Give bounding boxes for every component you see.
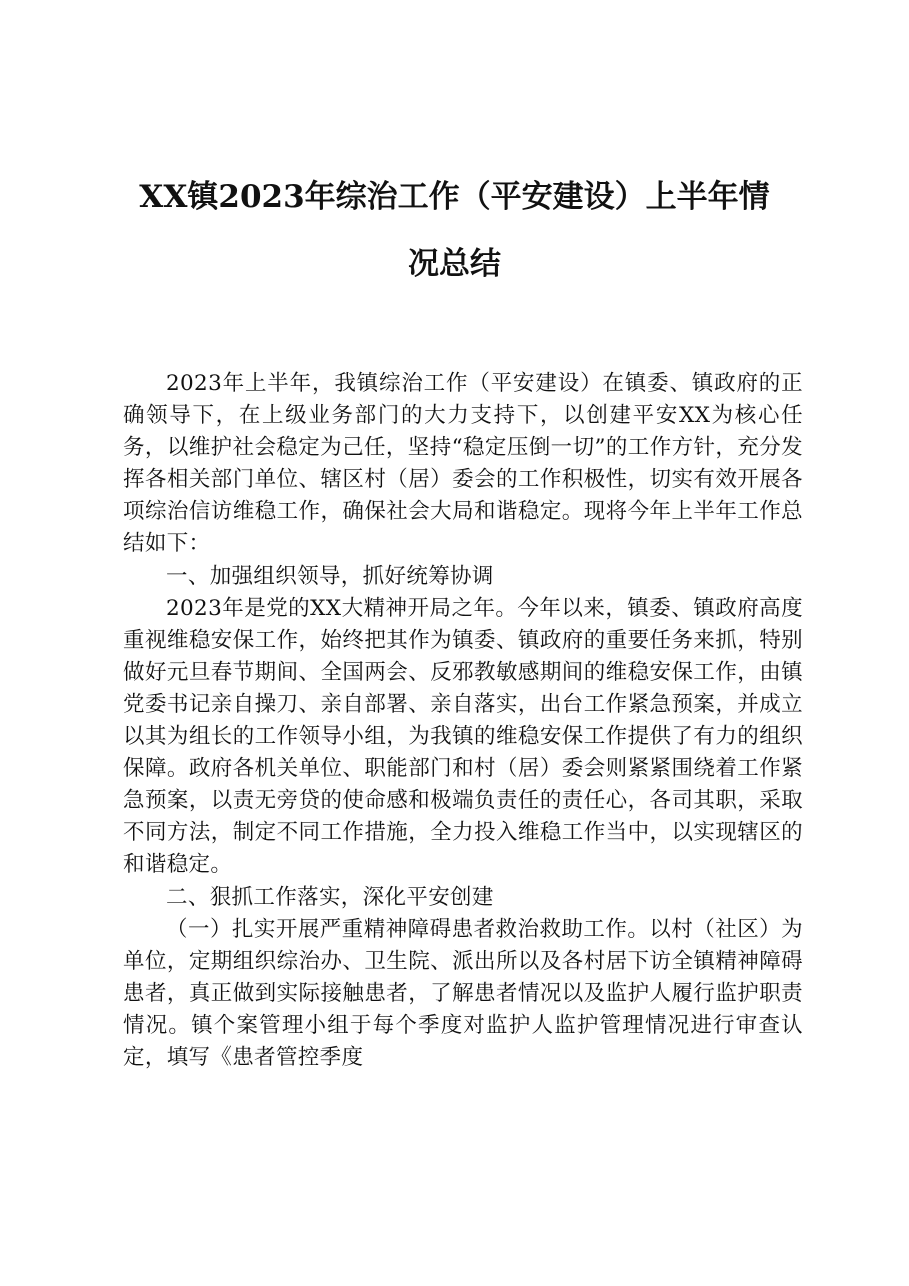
document-title-line-1: XX镇2023年综治工作（平安建设）上半年情 (139, 179, 770, 215)
document-title-line-2: 况总结 (408, 246, 501, 282)
section-heading-2: 二、狠抓工作落实，深化平安创建 (166, 884, 494, 910)
paragraph-intro: 2023年上半年，我镇综治工作（平安建设）在镇委、镇政府的正确领导下，在上级业务部门的大力支持下，以创建平安XX为核心任务，以维护社会稳定为己任，坚持“稳定压倒一切”的工作方针，充分发挥各相关部门单位、辖区村（居）委会的工作积极性，切实有效开展各项综治信访维稳工作，确保社会大局和谐稳定。现将今年上半年工作总结如下： (123, 371, 803, 557)
paragraph-subsection-1: （一）扎实开展严重精神障碍患者救治救助工作。以村（社区）为单位，定期组织综治办、卫生院、派出所以及各村居下访全镇精神障碍患者，真正做到实际接触患者，了解患者情况以及监护人履行监护职责情况。镇个案管理小组于每个季度对监护人监护管理情况进行审查认定，填写《患者管控季度 (123, 916, 803, 1070)
section-heading-1: 一、加强组织领导，抓好统筹协调 (166, 563, 494, 589)
paragraph-section-1: 2023年是党的XX大精神开局之年。今年以来，镇委、镇政府高度重视维稳安保工作，始终把其作为镇委、镇政府的重要任务来抓，特别做好元旦春节期间、全国两会、反邪教敏感期间的维稳安保工作，由镇党委书记亲自操刀、亲自部署、亲自落实，出台工作紧急预案，并成立以其为组长的工作领导小组，为我镇的维稳安保工作提供了有力的组织保障。政府各机关单位、职能部门和村（居）委会则紧紧围绕着工作紧急预案，以责无旁贷的使命感和极端负责任的责任心，各司其职，采取不同方法，制定不同工作措施，全力投入维稳工作当中，以实现辖区的和谐稳定。 (123, 595, 803, 878)
document-body (123, 368, 803, 1074)
